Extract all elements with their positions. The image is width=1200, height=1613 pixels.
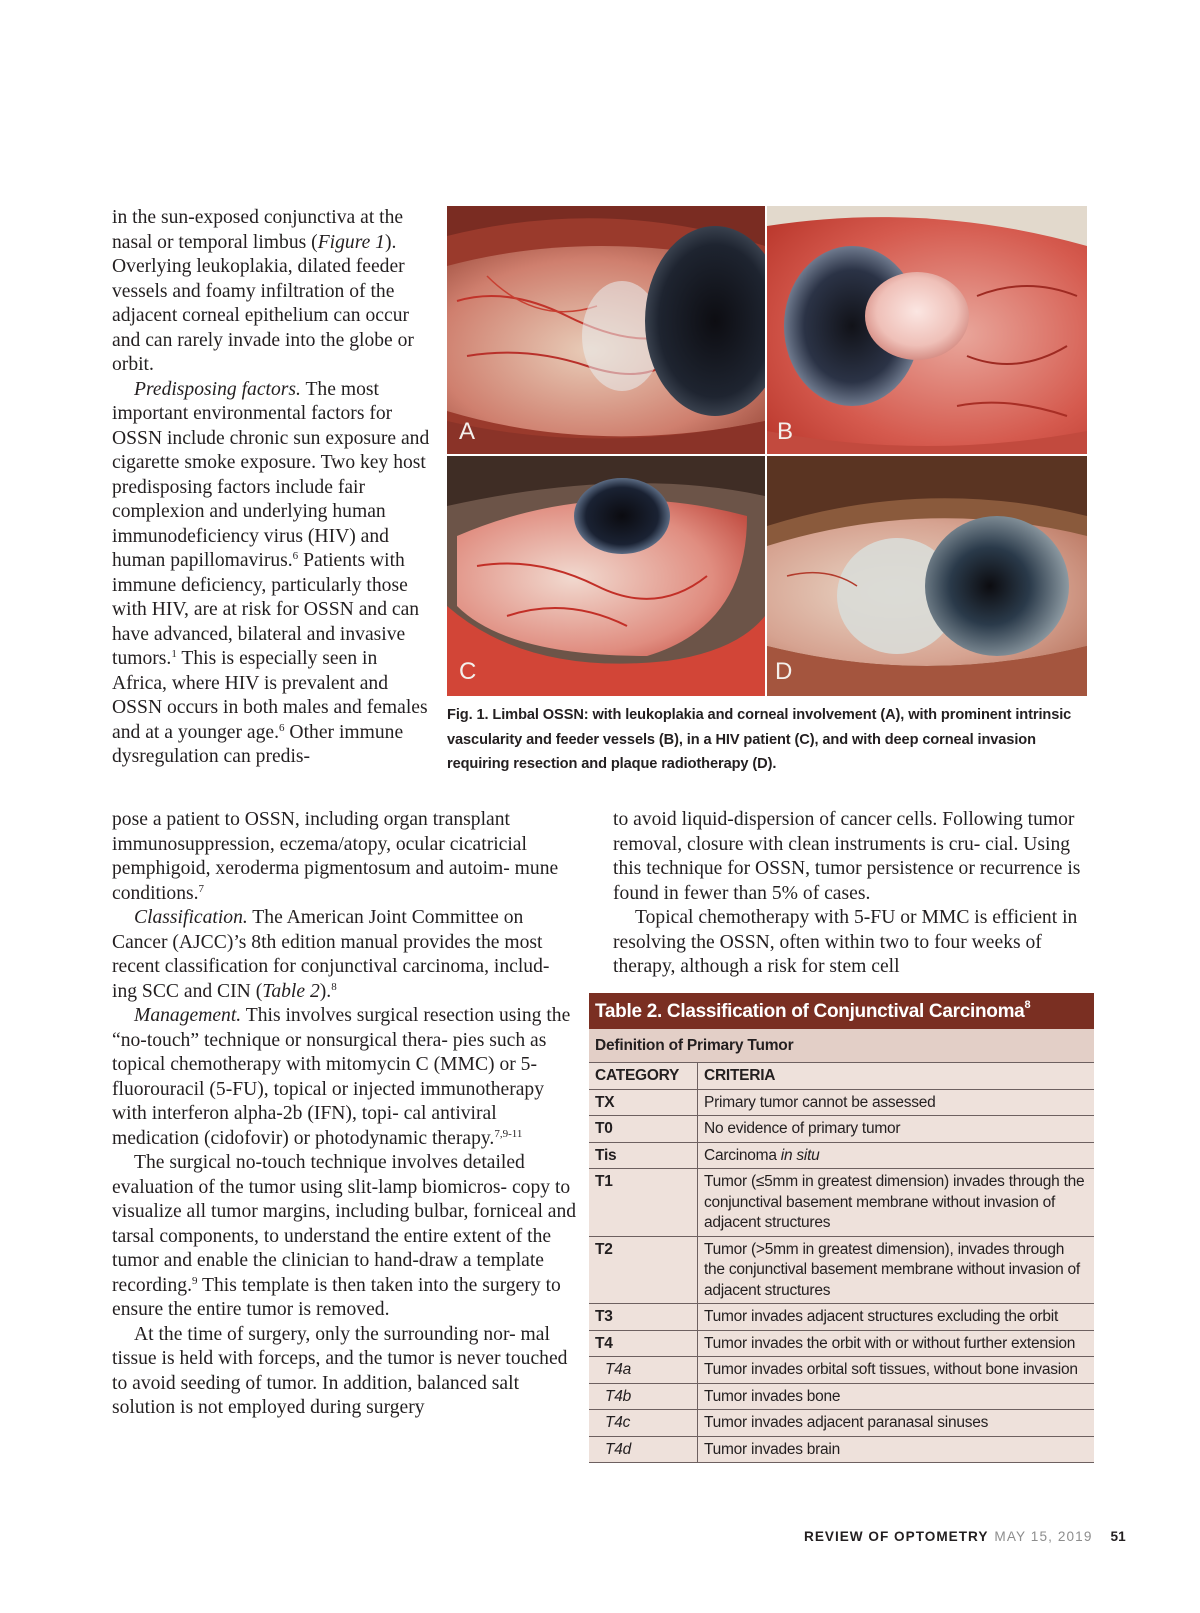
table-row (589, 1116, 1094, 1143)
section-heading: Management. (134, 1005, 242, 1026)
criteria-cell: Tumor invades adjacent structures excluding the orbit (698, 1304, 1095, 1331)
category-cell: T4b (589, 1383, 698, 1410)
citation: 6 (279, 721, 285, 734)
table-grid (589, 1063, 1094, 1463)
figure-1 (447, 206, 1087, 696)
category-cell: T4a (589, 1357, 698, 1384)
table-reference: Table 2 (262, 980, 320, 1002)
panel-label: A (459, 418, 476, 445)
criteria-cell: No evidence of primary tumor (698, 1116, 1095, 1143)
eye-photo-panel-d (767, 456, 1087, 696)
citation: 8 (1024, 999, 1031, 1011)
panel-label: C (459, 658, 477, 685)
citation: 7,9-11 (494, 1127, 523, 1140)
left-text-column (112, 808, 578, 1421)
category-cell: TX (589, 1089, 698, 1116)
criteria-cell: Carcinoma in situ (698, 1142, 1095, 1169)
table-title: Table 2. Classification of Conjunctival Carcinoma$^8$ (589, 993, 1094, 1029)
figure-reference: Figure 1 (317, 231, 385, 253)
section-heading: Classification. (134, 907, 248, 928)
magazine-name: REVIEW OF OPTOMETRY (804, 1529, 989, 1544)
section-heading: Predisposing factors. (134, 378, 301, 400)
page-footer (804, 1529, 1129, 1544)
page-number: 51 (1110, 1529, 1126, 1544)
paragraph: in the sun-exposed conjunctiva at the nasal or temporal limbus (Figure 1). Overlying leukoplakia, dilated feeder vessels and foamy infiltration of the adjacent corneal epithelium can occur and can rarely invade into the globe or orbit. (112, 207, 414, 375)
panel-label: D (775, 658, 793, 685)
paragraph: pose a patient to OSSN, including organ transplant immunosuppression, eczema/atopy, ocular cicatricial pemphigoid, xeroderma pigmentosum and autoim- mune conditions.$^7$ (112, 809, 559, 904)
citation: 9 (191, 1274, 198, 1287)
category-cell: T2 (589, 1236, 698, 1304)
table-row (589, 1169, 1094, 1237)
category-cell: T4c (589, 1410, 698, 1437)
panel-label: B (777, 418, 794, 445)
criteria-cell: Tumor invades brain (698, 1436, 1095, 1463)
classification-table (589, 993, 1094, 1463)
criteria-cell: Tumor invades the orbit with or without further extension (698, 1330, 1095, 1357)
column-header: CATEGORY (589, 1063, 698, 1089)
criteria-cell: Tumor (>5mm in greatest dimension), invades through the conjunctival basement membrane without invasion of adjacent structures (698, 1236, 1095, 1304)
eye-photo-panel-c (447, 456, 765, 696)
paragraph: At the time of surgery, only the surrounding nor- mal tissue is held with forceps, and the tumor is never touched to avoid seeding of tumor. In addition, balanced salt solution is not employed during surgery (112, 1323, 568, 1418)
criteria-cell: Tumor (≤5mm in greatest dimension) invades through the conjunctival basement membrane without invasion of adjacent structures (698, 1169, 1095, 1237)
citation: 7 (198, 882, 205, 895)
table-row (589, 1410, 1094, 1437)
paragraph: Topical chemotherapy with 5-FU or MMC is efficient in resolving the OSSN, often within two to four weeks of therapy, although a risk for stem cell (613, 907, 1078, 977)
citation: 1 (171, 648, 177, 660)
paragraph: Predisposing factors. The most important environmental factors for OSSN include chronic sun exposure and cigarette smoke exposure. Two key host predisposing factors include fair complexion and underlying human immunodeficiency virus (HIV) and human papillomavirus.$^6$ Patients with immune deficiency, particularly those with HIV, are at risk for OSSN and can have advanced, bilateral and invasive tumors.$^1$ This is especially seen in Africa, where HIV is prevalent and OSSN occurs in both males and females and at a younger age.$^6$ Other immune dysregulation can predis- (112, 378, 430, 767)
citation: 6 (292, 550, 299, 562)
criteria-cell: Tumor invades adjacent paranasal sinuses (698, 1410, 1095, 1437)
paragraph: Management. This involves surgical resection using the “no-touch” technique or nonsurgical thera- pies such as topical chemotherapy with mitomycin C (MMC) or 5-fluorouracil (5-FU), topical or injected immunotherapy with interferon alpha-2b (IFN), topi- cal antiviral medication (cidofovir) or photodynamic therapy.$^{7,9-11}$ (112, 1005, 571, 1149)
table-row (589, 1142, 1094, 1169)
category-cell: T0 (589, 1116, 698, 1143)
paragraph: The surgical no-touch technique involves detailed evaluation of the tumor using slit-lamp biomicros- copy to visualize all tumor margins, including bulbar, forniceal and tarsal components, to understand the entire extent of the tumor and enable the clinician to hand-draw a template recording.$^9$ This template is then taken into the surgery to ensure the entire tumor is removed. (112, 1152, 577, 1320)
table-row (589, 1330, 1094, 1357)
table-row (589, 1436, 1094, 1463)
category-cell: T1 (589, 1169, 698, 1237)
table-row (589, 1304, 1094, 1331)
table-row (589, 1383, 1094, 1410)
category-cell: Tis (589, 1142, 698, 1169)
eye-photo-panel-b (767, 206, 1087, 454)
category-cell: T4d (589, 1436, 698, 1463)
eye-photo-panel-a (447, 206, 765, 454)
criteria-cell: Tumor invades bone (698, 1383, 1095, 1410)
column-header: CRITERIA (698, 1063, 1095, 1089)
table-subtitle: Definition of Primary Tumor (589, 1029, 1094, 1063)
category-cell: T4 (589, 1330, 698, 1357)
issue-date: MAY 15, 2019 (994, 1529, 1093, 1544)
table-row (589, 1089, 1094, 1116)
table-row (589, 1236, 1094, 1304)
citation: 8 (331, 980, 337, 993)
table-header-row (589, 1063, 1094, 1089)
right-text-column (613, 808, 1083, 980)
top-text-column (112, 206, 430, 770)
paragraph: to avoid liquid-dispersion of cancer cells. Following tumor removal, closure with clean instruments is cru- cial. Using this technique for OSSN, tumor persistence or recurrence is found in fewer than 5% of cases. (613, 809, 1081, 904)
criteria-cell: Tumor invades orbital soft tissues, without bone invasion (698, 1357, 1095, 1384)
category-cell: T3 (589, 1304, 698, 1331)
paragraph: Classification. The American Joint Committee on Cancer (AJCC)’s 8th edition manual provides the most recent classification for conjunctival carcinoma, includ- ing SCC and CIN (Table 2).$^8$ (112, 907, 550, 1002)
table-row (589, 1357, 1094, 1384)
criteria-cell: Primary tumor cannot be assessed (698, 1089, 1095, 1116)
figure-caption: Fig. 1. Limbal OSSN: with leukoplakia and corneal involvement (A), with prominent intrinsic vascularity and feeder vessels (B), in a HIV patient (C), and with deep corneal invasion requiring resection and plaque radiotherapy (D). (447, 707, 1072, 772)
